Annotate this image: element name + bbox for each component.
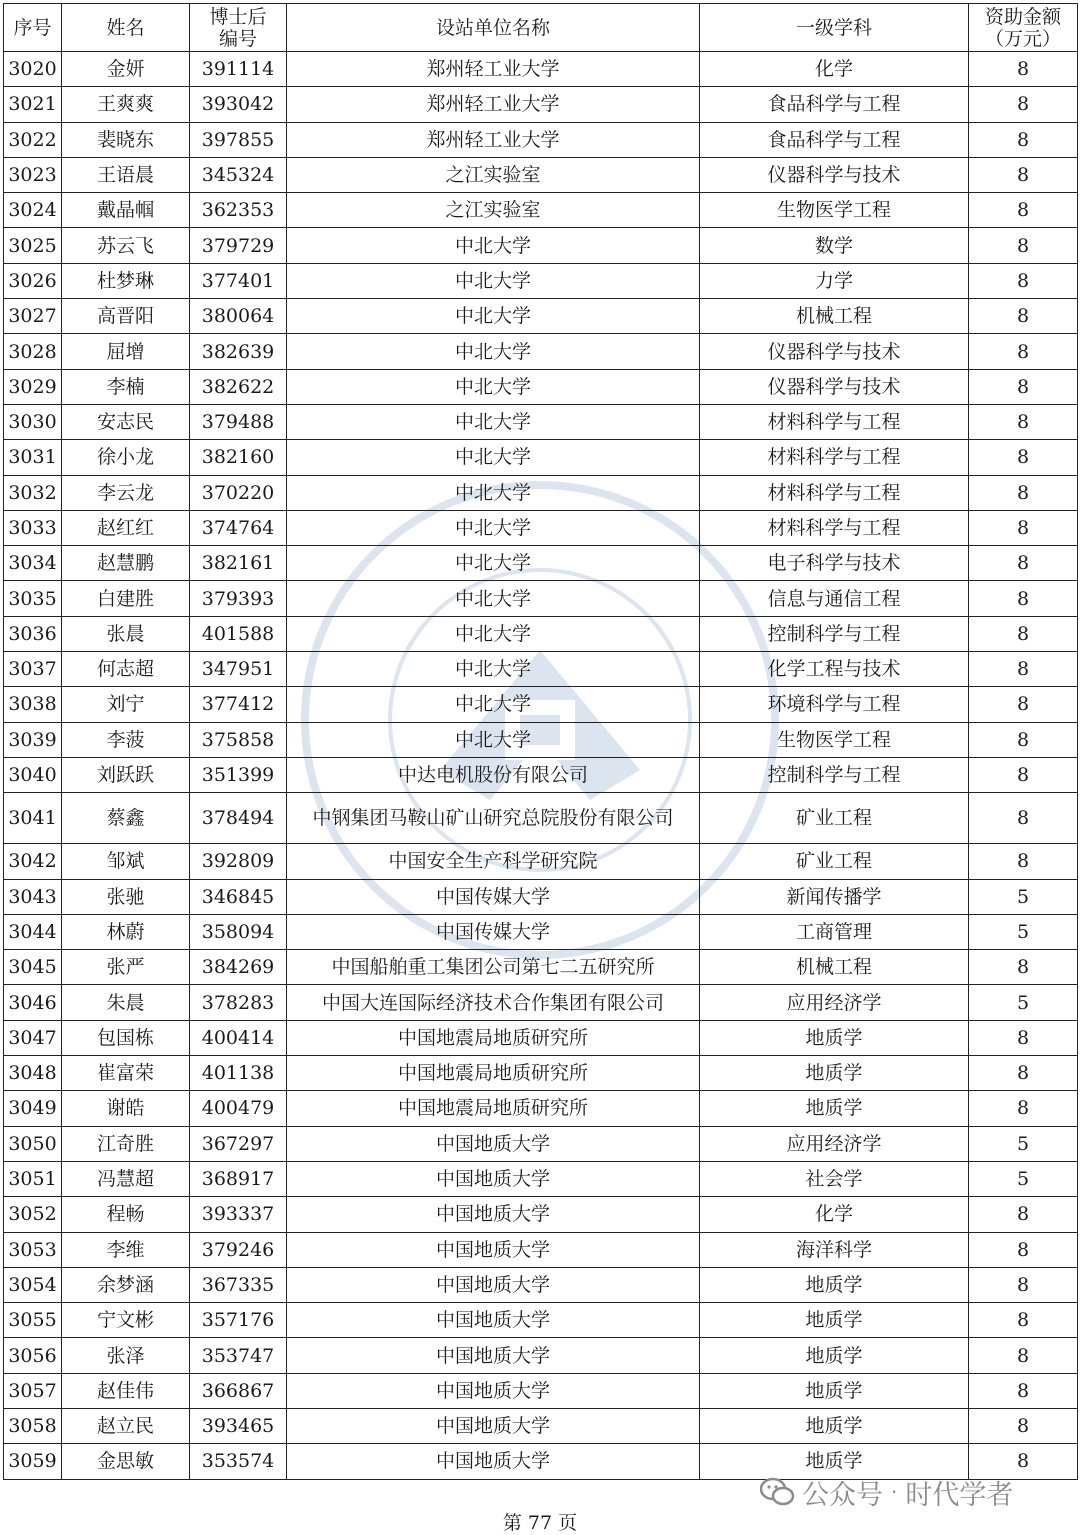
cell-unit: 中北大学 [287, 263, 700, 298]
cell-name: 宁文彬 [62, 1303, 190, 1338]
cell-seq: 3057 [4, 1373, 62, 1408]
cell-amount: 8 [969, 1444, 1078, 1479]
cell-seq: 3032 [4, 475, 62, 510]
cell-unit: 中北大学 [287, 687, 700, 722]
table-row [4, 369, 1078, 404]
cell-name: 余梦涵 [62, 1267, 190, 1302]
cell-name: 金思敏 [62, 1444, 190, 1479]
cell-postdoc-id: 393042 [190, 87, 287, 122]
cell-amount: 8 [969, 1267, 1078, 1302]
cell-unit: 中国传媒大学 [287, 914, 700, 949]
cell-seq: 3054 [4, 1267, 62, 1302]
cell-amount: 8 [969, 157, 1078, 192]
cell-unit: 中国地质大学 [287, 1197, 700, 1232]
table-row [4, 793, 1078, 844]
cell-seq: 3035 [4, 581, 62, 616]
postdoc-funding-table [3, 3, 1078, 1480]
table-row [4, 1338, 1078, 1373]
table-row [4, 844, 1078, 879]
cell-subject: 应用经济学 [700, 985, 969, 1020]
cell-subject: 仪器科学与技术 [700, 334, 969, 369]
cell-postdoc-id: 368917 [190, 1161, 287, 1196]
cell-subject: 数学 [700, 228, 969, 263]
cell-amount: 8 [969, 475, 1078, 510]
cell-amount: 8 [969, 1020, 1078, 1055]
cell-unit: 中国地质大学 [287, 1303, 700, 1338]
cell-unit: 中国地质大学 [287, 1444, 700, 1479]
cell-name: 白建胜 [62, 581, 190, 616]
cell-postdoc-id: 346845 [190, 879, 287, 914]
cell-seq: 3051 [4, 1161, 62, 1196]
cell-postdoc-id: 393465 [190, 1408, 287, 1443]
cell-subject: 材料科学与工程 [700, 404, 969, 439]
cell-postdoc-id: 353574 [190, 1444, 287, 1479]
cell-subject: 地质学 [700, 1303, 969, 1338]
cell-subject: 仪器科学与技术 [700, 157, 969, 192]
table-row [4, 950, 1078, 985]
cell-postdoc-id: 367297 [190, 1126, 287, 1161]
cell-subject: 社会学 [700, 1161, 969, 1196]
cell-seq: 3023 [4, 157, 62, 192]
table-row [4, 1197, 1078, 1232]
cell-seq: 3021 [4, 87, 62, 122]
cell-unit: 中国地质大学 [287, 1338, 700, 1373]
cell-unit: 中北大学 [287, 404, 700, 439]
cell-seq: 3026 [4, 263, 62, 298]
wechat-watermark [760, 1472, 1013, 1512]
header-amount-line2: （万元） [984, 27, 1061, 50]
cell-seq: 3030 [4, 404, 62, 439]
cell-postdoc-id: 345324 [190, 157, 287, 192]
table-row [4, 1267, 1078, 1302]
cell-subject: 矿业工程 [700, 793, 969, 844]
table-row [4, 1126, 1078, 1161]
cell-name: 安志民 [62, 404, 190, 439]
table-row [4, 879, 1078, 914]
cell-seq: 3059 [4, 1444, 62, 1479]
cell-amount: 8 [969, 546, 1078, 581]
cell-unit: 郑州轻工业大学 [287, 87, 700, 122]
cell-unit: 中钢集团马鞍山矿山研究总院股份有限公司 [287, 793, 700, 844]
cell-unit: 郑州轻工业大学 [287, 52, 700, 87]
cell-postdoc-id: 366867 [190, 1373, 287, 1408]
cell-name: 屈增 [62, 334, 190, 369]
cell-amount: 8 [969, 122, 1078, 157]
cell-name: 李楠 [62, 369, 190, 404]
cell-amount: 8 [969, 652, 1078, 687]
cell-seq: 3053 [4, 1232, 62, 1267]
cell-seq: 3052 [4, 1197, 62, 1232]
cell-amount: 8 [969, 616, 1078, 651]
cell-unit: 中国地震局地质研究所 [287, 1020, 700, 1055]
cell-subject: 材料科学与工程 [700, 510, 969, 545]
cell-postdoc-id: 377412 [190, 687, 287, 722]
cell-subject: 控制科学与工程 [700, 616, 969, 651]
table-row [4, 616, 1078, 651]
cell-seq: 3049 [4, 1091, 62, 1126]
cell-unit: 中国传媒大学 [287, 879, 700, 914]
cell-seq: 3034 [4, 546, 62, 581]
cell-unit: 中国地质大学 [287, 1126, 700, 1161]
cell-name: 高晋阳 [62, 299, 190, 334]
cell-unit: 中北大学 [287, 546, 700, 581]
cell-unit: 中北大学 [287, 440, 700, 475]
cell-postdoc-id: 397855 [190, 122, 287, 157]
cell-unit: 中北大学 [287, 228, 700, 263]
cell-unit: 之江实验室 [287, 193, 700, 228]
cell-unit: 中国地震局地质研究所 [287, 1056, 700, 1091]
cell-postdoc-id: 370220 [190, 475, 287, 510]
cell-subject: 新闻传播学 [700, 879, 969, 914]
cell-seq: 3044 [4, 914, 62, 949]
cell-name: 徐小龙 [62, 440, 190, 475]
table-row [4, 1303, 1078, 1338]
cell-amount: 8 [969, 1056, 1078, 1091]
cell-amount: 8 [969, 87, 1078, 122]
table-row [4, 475, 1078, 510]
cell-amount: 8 [969, 228, 1078, 263]
cell-amount: 8 [969, 1091, 1078, 1126]
cell-unit: 中北大学 [287, 616, 700, 651]
cell-name: 包国栋 [62, 1020, 190, 1055]
cell-amount: 8 [969, 950, 1078, 985]
cell-amount: 8 [969, 687, 1078, 722]
cell-unit: 中国地质大学 [287, 1232, 700, 1267]
cell-amount: 8 [969, 844, 1078, 879]
cell-seq: 3045 [4, 950, 62, 985]
cell-seq: 3058 [4, 1408, 62, 1443]
cell-unit: 中北大学 [287, 369, 700, 404]
table-row [4, 299, 1078, 334]
table-row [4, 193, 1078, 228]
table-row [4, 334, 1078, 369]
cell-amount: 8 [969, 1338, 1078, 1373]
table-row [4, 263, 1078, 298]
cell-seq: 3056 [4, 1338, 62, 1373]
header-amount-line1: 资助金额 [984, 5, 1061, 28]
cell-name: 王爽爽 [62, 87, 190, 122]
cell-name: 赵立民 [62, 1408, 190, 1443]
cell-amount: 8 [969, 1232, 1078, 1267]
cell-postdoc-id: 379488 [190, 404, 287, 439]
cell-amount: 8 [969, 1408, 1078, 1443]
cell-postdoc-id: 379729 [190, 228, 287, 263]
table-row [4, 1056, 1078, 1091]
cell-postdoc-id: 353747 [190, 1338, 287, 1373]
cell-subject: 力学 [700, 263, 969, 298]
table-row [4, 87, 1078, 122]
cell-subject: 地质学 [700, 1020, 969, 1055]
cell-subject: 控制科学与工程 [700, 757, 969, 792]
cell-amount: 5 [969, 1161, 1078, 1196]
cell-postdoc-id: 401588 [190, 616, 287, 651]
wechat-icon [760, 1477, 794, 1507]
cell-unit: 中国地质大学 [287, 1408, 700, 1443]
table-row [4, 581, 1078, 616]
cell-subject: 应用经济学 [700, 1126, 969, 1161]
header-seq: 序号 [4, 4, 62, 52]
cell-seq: 3029 [4, 369, 62, 404]
wechat-prefix: 公众号 [802, 1479, 883, 1511]
cell-seq: 3028 [4, 334, 62, 369]
cell-name: 谢皓 [62, 1091, 190, 1126]
page-number: 第 77 页 [502, 1512, 578, 1534]
cell-name: 林蔚 [62, 914, 190, 949]
cell-amount: 8 [969, 263, 1078, 298]
cell-subject: 化学 [700, 52, 969, 87]
table-row [4, 652, 1078, 687]
table-row [4, 510, 1078, 545]
cell-subject: 电子科学与技术 [700, 546, 969, 581]
cell-postdoc-id: 400414 [190, 1020, 287, 1055]
cell-subject: 地质学 [700, 1408, 969, 1443]
cell-name: 冯慧超 [62, 1161, 190, 1196]
cell-unit: 中国大连国际经济技术合作集团有限公司 [287, 985, 700, 1020]
table-row [4, 404, 1078, 439]
cell-name: 张泽 [62, 1338, 190, 1373]
cell-subject: 环境科学与工程 [700, 687, 969, 722]
cell-postdoc-id: 382160 [190, 440, 287, 475]
cell-subject: 机械工程 [700, 950, 969, 985]
cell-seq: 3047 [4, 1020, 62, 1055]
cell-name: 王语晨 [62, 157, 190, 192]
cell-amount: 8 [969, 369, 1078, 404]
cell-name: 何志超 [62, 652, 190, 687]
cell-amount: 8 [969, 404, 1078, 439]
cell-subject: 材料科学与工程 [700, 440, 969, 475]
cell-amount: 8 [969, 1303, 1078, 1338]
cell-name: 戴晶帼 [62, 193, 190, 228]
cell-name: 崔富荣 [62, 1056, 190, 1091]
cell-name: 江奇胜 [62, 1126, 190, 1161]
cell-subject: 地质学 [700, 1056, 969, 1091]
cell-seq: 3027 [4, 299, 62, 334]
cell-subject: 材料科学与工程 [700, 475, 969, 510]
cell-unit: 中北大学 [287, 652, 700, 687]
cell-subject: 地质学 [700, 1444, 969, 1479]
wechat-separator: · [891, 1480, 898, 1504]
cell-postdoc-id: 392809 [190, 844, 287, 879]
cell-unit: 中北大学 [287, 510, 700, 545]
cell-name: 程畅 [62, 1197, 190, 1232]
cell-seq: 3033 [4, 510, 62, 545]
cell-amount: 8 [969, 193, 1078, 228]
table-row [4, 1161, 1078, 1196]
cell-postdoc-id: 357176 [190, 1303, 287, 1338]
cell-name: 赵佳伟 [62, 1373, 190, 1408]
table-row [4, 914, 1078, 949]
cell-seq: 3039 [4, 722, 62, 757]
cell-seq: 3038 [4, 687, 62, 722]
cell-name: 朱晨 [62, 985, 190, 1020]
cell-seq: 3042 [4, 844, 62, 879]
cell-name: 李云龙 [62, 475, 190, 510]
table-row [4, 157, 1078, 192]
cell-amount: 5 [969, 879, 1078, 914]
cell-subject: 机械工程 [700, 299, 969, 334]
cell-name: 张严 [62, 950, 190, 985]
cell-unit: 郑州轻工业大学 [287, 122, 700, 157]
header-postdoc-id-line1: 博士后 [209, 5, 267, 28]
cell-postdoc-id: 382639 [190, 334, 287, 369]
cell-postdoc-id: 347951 [190, 652, 287, 687]
cell-seq: 3048 [4, 1056, 62, 1091]
table-row [4, 1232, 1078, 1267]
cell-postdoc-id: 380064 [190, 299, 287, 334]
header-postdoc-id [190, 4, 287, 52]
cell-postdoc-id: 351399 [190, 757, 287, 792]
cell-postdoc-id: 378283 [190, 985, 287, 1020]
cell-postdoc-id: 379393 [190, 581, 287, 616]
cell-postdoc-id: 393337 [190, 1197, 287, 1232]
cell-postdoc-id: 362353 [190, 193, 287, 228]
table-row [4, 985, 1078, 1020]
table-row [4, 687, 1078, 722]
cell-subject: 地质学 [700, 1373, 969, 1408]
cell-postdoc-id: 367335 [190, 1267, 287, 1302]
cell-amount: 8 [969, 722, 1078, 757]
cell-seq: 3022 [4, 122, 62, 157]
cell-subject: 食品科学与工程 [700, 122, 969, 157]
cell-name: 赵红红 [62, 510, 190, 545]
cell-unit: 中国地震局地质研究所 [287, 1091, 700, 1126]
cell-name: 刘宁 [62, 687, 190, 722]
table-row [4, 1408, 1078, 1443]
cell-amount: 8 [969, 52, 1078, 87]
cell-postdoc-id: 384269 [190, 950, 287, 985]
cell-seq: 3043 [4, 879, 62, 914]
header-name: 姓名 [62, 4, 190, 52]
cell-postdoc-id: 379246 [190, 1232, 287, 1267]
cell-seq: 3031 [4, 440, 62, 475]
table-row [4, 1091, 1078, 1126]
cell-postdoc-id: 377401 [190, 263, 287, 298]
cell-amount: 8 [969, 299, 1078, 334]
cell-name: 李菠 [62, 722, 190, 757]
cell-unit: 中国地质大学 [287, 1267, 700, 1302]
cell-postdoc-id: 374764 [190, 510, 287, 545]
cell-amount: 8 [969, 1197, 1078, 1232]
cell-subject: 矿业工程 [700, 844, 969, 879]
cell-subject: 化学工程与技术 [700, 652, 969, 687]
cell-unit: 中北大学 [287, 299, 700, 334]
cell-unit: 中国地质大学 [287, 1161, 700, 1196]
cell-unit: 之江实验室 [287, 157, 700, 192]
cell-postdoc-id: 358094 [190, 914, 287, 949]
cell-subject: 信息与通信工程 [700, 581, 969, 616]
cell-unit: 中国地质大学 [287, 1373, 700, 1408]
cell-seq: 3041 [4, 793, 62, 844]
wechat-account: 时代学者 [905, 1479, 1014, 1511]
cell-name: 苏云飞 [62, 228, 190, 263]
cell-name: 赵慧鹏 [62, 546, 190, 581]
cell-name: 张晨 [62, 616, 190, 651]
table-row [4, 722, 1078, 757]
cell-subject: 地质学 [700, 1338, 969, 1373]
cell-seq: 3036 [4, 616, 62, 651]
cell-subject: 化学 [700, 1197, 969, 1232]
cell-amount: 8 [969, 757, 1078, 792]
cell-subject: 工商管理 [700, 914, 969, 949]
header-amount [969, 4, 1078, 52]
cell-unit: 中北大学 [287, 722, 700, 757]
cell-unit: 中达电机股份有限公司 [287, 757, 700, 792]
cell-seq: 3037 [4, 652, 62, 687]
cell-postdoc-id: 382622 [190, 369, 287, 404]
table-row [4, 228, 1078, 263]
table-row [4, 757, 1078, 792]
cell-unit: 中国船舶重工集团公司第七二五研究所 [287, 950, 700, 985]
table-row [4, 1020, 1078, 1055]
cell-amount: 8 [969, 440, 1078, 475]
cell-postdoc-id: 401138 [190, 1056, 287, 1091]
cell-name: 金妍 [62, 52, 190, 87]
cell-amount: 8 [969, 510, 1078, 545]
cell-seq: 3024 [4, 193, 62, 228]
cell-unit: 中北大学 [287, 334, 700, 369]
cell-amount: 8 [969, 1373, 1078, 1408]
header-postdoc-id-line2: 编号 [218, 27, 257, 50]
cell-unit: 中北大学 [287, 475, 700, 510]
cell-amount: 8 [969, 581, 1078, 616]
cell-amount: 5 [969, 914, 1078, 949]
cell-seq: 3020 [4, 52, 62, 87]
cell-postdoc-id: 378494 [190, 793, 287, 844]
cell-subject: 海洋科学 [700, 1232, 969, 1267]
cell-seq: 3055 [4, 1303, 62, 1338]
cell-subject: 地质学 [700, 1267, 969, 1302]
cell-name: 张驰 [62, 879, 190, 914]
header-subject: 一级学科 [700, 4, 969, 52]
cell-unit: 中国安全生产科学研究院 [287, 844, 700, 879]
cell-subject: 仪器科学与技术 [700, 369, 969, 404]
table-row [4, 52, 1078, 87]
cell-amount: 8 [969, 334, 1078, 369]
table-row [4, 1373, 1078, 1408]
table-header-row [4, 4, 1078, 52]
cell-subject: 食品科学与工程 [700, 87, 969, 122]
cell-seq: 3025 [4, 228, 62, 263]
cell-name: 杜梦琳 [62, 263, 190, 298]
cell-unit: 中北大学 [287, 581, 700, 616]
cell-amount: 5 [969, 985, 1078, 1020]
header-unit: 设站单位名称 [287, 4, 700, 52]
cell-name: 蔡鑫 [62, 793, 190, 844]
cell-postdoc-id: 375858 [190, 722, 287, 757]
cell-name: 裴晓东 [62, 122, 190, 157]
table-row [4, 122, 1078, 157]
cell-seq: 3040 [4, 757, 62, 792]
cell-amount: 5 [969, 1126, 1078, 1161]
table-body [4, 52, 1078, 1480]
cell-subject: 生物医学工程 [700, 722, 969, 757]
cell-name: 邹斌 [62, 844, 190, 879]
cell-subject: 生物医学工程 [700, 193, 969, 228]
cell-postdoc-id: 382161 [190, 546, 287, 581]
table-row [4, 546, 1078, 581]
table-row [4, 440, 1078, 475]
cell-postdoc-id: 400479 [190, 1091, 287, 1126]
cell-seq: 3050 [4, 1126, 62, 1161]
cell-subject: 地质学 [700, 1091, 969, 1126]
cell-seq: 3046 [4, 985, 62, 1020]
cell-name: 刘跃跃 [62, 757, 190, 792]
cell-postdoc-id: 391114 [190, 52, 287, 87]
cell-amount: 8 [969, 793, 1078, 844]
cell-name: 李维 [62, 1232, 190, 1267]
